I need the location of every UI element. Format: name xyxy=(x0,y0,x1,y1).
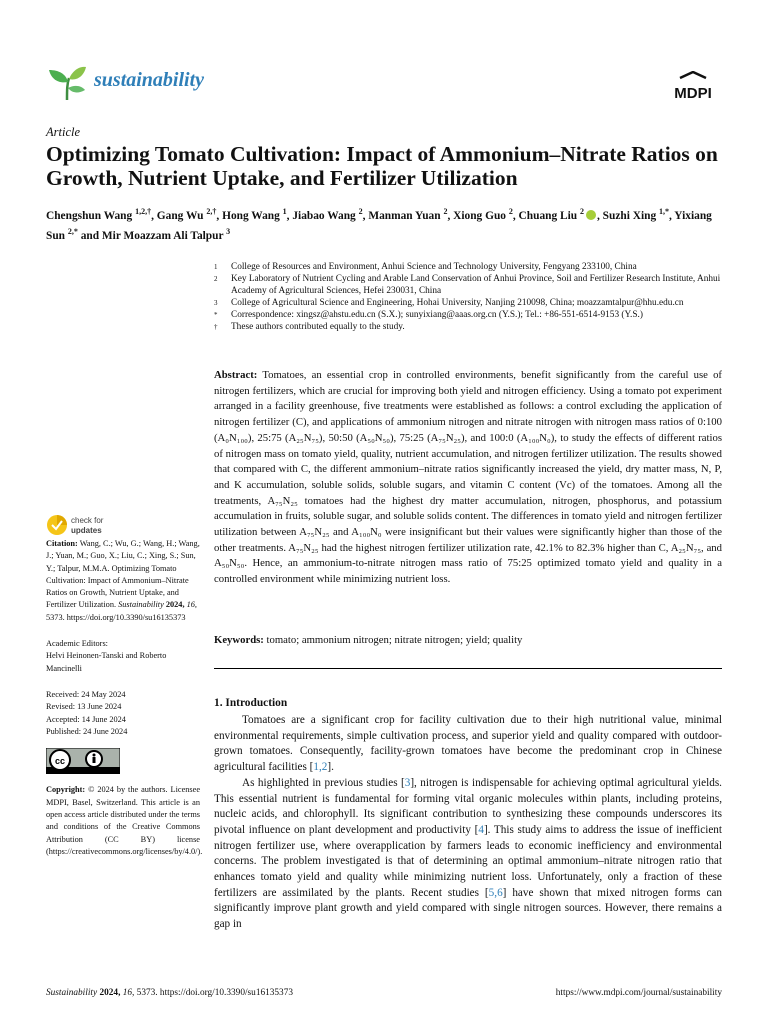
reference-link[interactable]: 3 xyxy=(404,776,411,789)
keywords xyxy=(214,634,722,646)
article-type: Article xyxy=(46,125,81,139)
author-name: Mir Moazzam Ali Talpur $^3$ xyxy=(101,226,231,242)
journal-name[interactable]: sustainability xyxy=(94,69,205,91)
citation-year: 2024, xyxy=(165,600,185,610)
cc-by-license-icon[interactable] xyxy=(46,748,120,774)
divider xyxy=(214,668,722,669)
abstract-text: Tomatoes, an essential crop in controlled environments, benefit significantly from the careful use of nitrogen fertilizers, which are crucial for improving both yield and nitrogen efficiency. Using a tomato pot experiment arranged in a facility greenhouse, five treatments were established as follows: a control excluding the application of nitrogen fertilizer (C), and applications of ammonium nitrogen and nitrate nitrogen with nitrogen mass ratios of 0:100 (A₀N₁₀₀), 25:75 (A₂₅N₇₅), 50:50 (A₅₀N₅₀), 75:25 (A₇₅N₂₅), and 100:0 (A₁₀₀N₀), to study the effects of different ratios of nitrogen mass on tomato yield, quality, nutrient accumulation, and nitrogen fertilizer utilization. The results showed that compared with C, the different ammonium–nitrate ratios significantly increased the yield, dry matter mass, N, P, and K accumulation, soluble solids, soluble sugars, and vitamin C content (Vc) of the tomatoes. Among all the treatments, A₇₅N₂₅ tomatoes had the highest dry matter accumulation, nitrogen, phosphorus, and potassium accumulation in fruits, soluble sugar, and soluble solids content. The differences in tomato yield and nitrogen fertilizer utilization between A₇₅N₂₅ and A₁₀₀N₀ were insignificant but their values were significantly higher than those of the other treatments. A₇₅N₂₅ had the highest nitrogen fertilizer utilization rate, 42.1% to 82.3% higher than C, A₂₅N₇₅, and A₅₀N₅₀. Hence, an ammonium-to-nitrate nitrogen mass ratio of 75:25 optimized tomato yield and quality in a controlled environment while minimizing nutrient loss. xyxy=(214,369,722,586)
introduction-body xyxy=(214,713,722,933)
sidebar xyxy=(46,538,203,858)
affiliation-item: 1 College of Resources and Environment, Anhui Science and Technology University, Fengyang 233100, China xyxy=(214,262,637,272)
date-revised: Revised: 13 June 2024 xyxy=(46,702,122,712)
keywords-label: Keywords: xyxy=(214,634,264,646)
intro-paragraph-2: As highlighted in previous studies [3], nitrogen is indispensable for achieving optimal agricultural yields. This essential nutrient is fundamental for forming vital organic molecules within plants, including proteins, nucleic acids, and chlorophyll. Its significant contribution to synthesizing these compounds underscores its pivotal influence on plant development and productivity [4]. This study aims to address the issue of inefficient nitrogen fertilizer use, where overapplication by farmers leads to economic inefficiency and environmental concerns. The problem investigated is that of determining an optimal ammonium–nitrate nitrogen ratio that enhances tomato yield and quality while minimizing nutrient loss. Unfortunately, only a fraction of these fertilizers are assimilated by the plants. Recent studies [5,6] have shown that mixed nitrogen forms can significantly improve plant growth and yield compared with single nitrogen sources. However, there remains a gap in xyxy=(214,776,722,931)
author-name: Chengshun Wang $^{1,2,\dagger}$ xyxy=(46,207,152,222)
copyright xyxy=(46,784,203,858)
check-updates-line1: check for xyxy=(71,516,104,525)
citation xyxy=(46,538,200,624)
intro-paragraph-1: Tomatoes are a significant crop for facility cultivation due to their high nutritional value, minimal environmental requirements, simple cultivation process, and superior yield and quality compared with outdoor-grown tomatoes. Consequently, facility-grown tomatoes have become the predominant crop in Chinese agricultural facilities [1,2]. xyxy=(214,714,722,774)
author-list: Chengshun Wang $^{1,2,\dagger}$, Gang Wu $^{2,\dagger}$, Hong Wang $^1$, Jiabao Wang $^2$, Manman Yuan $^2$, Xiong Guo $^2$, Chuang Liu $^2$ , Suzhi Xing $^{1,*}$, Yixiang Sun $^{2,*}$ and Mir Moazzam Ali Talpur $^3$ xyxy=(46,207,712,242)
author-name: Yixiang Sun $^{2,*}$ xyxy=(46,209,712,242)
reference-link[interactable]: 5,6 xyxy=(488,886,503,899)
author-name: Hong Wang $^1$ xyxy=(222,207,287,222)
citation-label: Citation: xyxy=(46,539,78,548)
citation-text: Wang, C.; Wu, G.; Wang, H.; Wang, J.; Yuan, M.; Guo, X.; Liu, C.; Xing, S.; Sun, Y.; Talpur, M.M.A. Optimizing Tomato Cultivation: Impact of Ammonium–Nitrate Ratios on Growth, Nutrient Uptake, and Fertilizer Utilization. xyxy=(46,539,200,610)
author-name: Chuang Liu $^2$ xyxy=(519,210,597,222)
author-name: Xiong Guo $^2$ xyxy=(453,207,513,222)
section-heading-introduction: 1. Introduction xyxy=(214,697,288,709)
check-updates-line2: updates xyxy=(71,526,102,535)
keywords-text: tomato; ammonium nitrogen; nitrate nitrogen; yield; quality xyxy=(266,634,523,646)
author-name: Jiabao Wang $^2$ xyxy=(292,207,363,222)
copyright-label: Copyright: xyxy=(46,785,86,795)
check-for-updates-badge[interactable] xyxy=(46,512,126,538)
academic-editors: Helvi Heinonen-Tanski and Roberto Mancinelli xyxy=(46,651,167,673)
publisher-name: MDPI xyxy=(674,85,712,102)
author-name: Suzhi Xing $^{1,*}$ xyxy=(602,207,670,222)
dates xyxy=(46,689,200,738)
affiliation-item: 2 Key Laboratory of Nutrient Cycling and Arable Land Conservation of Anhui Province, Soil and Fertilizer Research Institute, Anhui Academy of Agricultural Sciences, Hefei 230031, China xyxy=(214,274,721,297)
reference-link[interactable]: 1,2 xyxy=(313,761,328,774)
affiliations xyxy=(214,261,726,334)
journal-logo-icon xyxy=(47,64,87,102)
reference-link[interactable]: 4 xyxy=(478,823,484,836)
footer-journal-url[interactable]: https://www.mdpi.com/journal/sustainability xyxy=(555,988,722,998)
footer-citation: Sustainability 2024, 16, 5373. https://doi.org/10.3390/su16135373 xyxy=(46,988,294,998)
orcid-icon[interactable] xyxy=(586,210,596,220)
abstract-label: Abstract: xyxy=(214,369,258,381)
svg-text:cc: cc xyxy=(54,756,66,767)
citation-volume: 16, xyxy=(186,600,197,610)
date-received: Received: 24 May 2024 xyxy=(46,689,126,699)
affiliation-item: * Correspondence: xingsz@ahstu.edu.cn (S.X.); sunyixiang@aaas.org.cn (Y.S.); Tel.: +86-551-6514-9153 (Y.S.) xyxy=(214,310,643,321)
date-accepted: Accepted: 14 June 2024 xyxy=(46,714,126,724)
citation-journal: Sustainability xyxy=(118,600,164,610)
academic-editors-label: Academic Editors: xyxy=(46,639,108,649)
affiliation-item: 3 College of Agricultural Science and Engineering, Hohai University, Nanjing 210098, China; moazzamtalpur@hhu.edu.cn xyxy=(214,298,684,309)
abstract xyxy=(214,368,722,588)
mdpi-logo-icon xyxy=(666,71,720,103)
article-title: Optimizing Tomato Cultivation: Impact of Ammonium–Nitrate Ratios on Growth, Nutrient Uptake, and Fertilizer Utilization xyxy=(46,142,718,190)
copyright-text: © 2024 by the authors. Licensee MDPI, Basel, Switzerland. This article is an open access article distributed under the terms and conditions of the Creative Commons Attribution (CC BY) license (https://creativecommons.org/licenses/by/4.0/). xyxy=(46,785,203,856)
author-name: Gang Wu $^{2,\dagger}$ xyxy=(156,207,217,222)
author-name: Manman Yuan $^2$ xyxy=(368,207,448,222)
affiliation-item: † These authors contributed equally to the study. xyxy=(214,322,405,333)
date-published: Published: 24 June 2024 xyxy=(46,726,128,736)
citation-doi[interactable]: 5373. https://doi.org/10.3390/su16135373 xyxy=(46,612,186,622)
footer-doi[interactable]: 5373. https://doi.org/10.3390/su16135373 xyxy=(136,988,294,998)
